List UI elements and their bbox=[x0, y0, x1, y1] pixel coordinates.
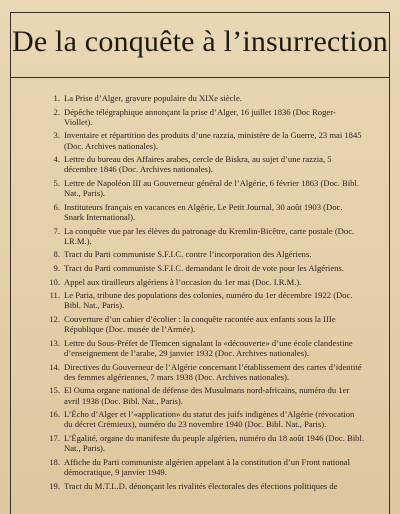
item-text: Affiche du Parti communiste algérien appelant à la constitution d’un Front national démocratique, 9 janvier 1949. bbox=[64, 456, 350, 477]
document-list bbox=[44, 93, 364, 494]
item-number: 16. bbox=[49, 409, 60, 420]
list-item bbox=[44, 457, 364, 477]
list-item bbox=[44, 314, 364, 334]
item-number: 15. bbox=[49, 385, 60, 396]
item-text: Inventaire et répartition des produits d’une razzia, ministère de la Guerre, 23 mai 1845 (Doc. Archives nationales). bbox=[64, 130, 362, 151]
list-item bbox=[44, 202, 364, 222]
list-item bbox=[44, 277, 364, 287]
list-item bbox=[44, 481, 364, 491]
list-item bbox=[44, 362, 364, 382]
item-number: 6. bbox=[53, 201, 60, 212]
item-text: Tract du Parti communiste S.F.I.C. demandant le droit de vote pour les Algériens. bbox=[64, 262, 344, 273]
item-number: 18. bbox=[49, 456, 60, 467]
item-text: Lettre du Sous-Préfet de Tlemcen signalant la «découverte» d’une école clandestine d’enseignement de l’arabe, 29 janvier 1932 (Doc. Archives nationales). bbox=[64, 337, 353, 358]
list-item bbox=[44, 226, 364, 246]
item-number: 3. bbox=[53, 130, 60, 141]
list-item bbox=[44, 178, 364, 198]
item-text: Couverture d’un cahier d’écolier : la conquête racontée aux enfants sous la IIIe République (Doc. musée de l’Armée). bbox=[64, 313, 336, 335]
item-text: La conquête vue par les élèves du patronage du Kremlin-Bicêtre, carte postale (Doc. I.R.M.). bbox=[64, 225, 355, 246]
item-text: Instituteurs français en vacances en Algérie, Le Petit Journal, 30 août 1903 (Doc. Snark International). bbox=[64, 201, 343, 222]
item-number: 9. bbox=[53, 262, 60, 273]
list-item bbox=[44, 433, 364, 453]
list-item bbox=[44, 385, 364, 405]
item-number: 4. bbox=[53, 154, 60, 165]
item-text: La Prise d’Alger, gravure populaire du XIXe siècle. bbox=[64, 93, 242, 103]
list-item bbox=[44, 263, 364, 273]
list-item bbox=[44, 107, 364, 127]
list-item bbox=[44, 93, 364, 103]
item-text: Appel aux tirailleurs algériens à l’occasion du 1er mai (Doc. I.R.M.). bbox=[64, 276, 302, 287]
item-text: Lettre de Napoléon III au Gouverneur général de l’Algérie, 6 février 1863 (Doc. Bibl. Nat., Paris). bbox=[64, 177, 359, 199]
item-text: Le Paria, tribune des populations des colonies, numéro du 1er décembre 1922 (Doc. Bibl. Nat., Paris). bbox=[64, 290, 353, 311]
item-text: L’Égalité, organe du manifeste du peuple algérien, numéro du 18 août 1946 (Doc. Bibl. Nat., Paris). bbox=[64, 432, 364, 454]
item-number: 7. bbox=[53, 225, 60, 236]
item-number: 17. bbox=[49, 432, 60, 443]
item-number: 2. bbox=[53, 106, 60, 117]
item-text: Dépêche télégraphique annonçant la prise d’Alger, 16 juillet 1836 (Doc Roger-Viollet). bbox=[64, 106, 336, 127]
item-text: Tract du M.T.L.D. dénonçant les rivalités électorales des élections politiques de bbox=[64, 480, 338, 491]
page-title: De la conquête à l’insurrection bbox=[11, 25, 389, 58]
item-text: Lettre du bureau des Affaires arabes, cercle de Biskra, au sujet d’une razzia, 5 décembre 1846 (Doc. Archives nationales). bbox=[64, 154, 332, 175]
item-number: 5. bbox=[53, 177, 60, 188]
list-item bbox=[44, 409, 364, 429]
list-item bbox=[44, 154, 364, 174]
item-number: 10. bbox=[49, 276, 60, 287]
list-item bbox=[44, 249, 364, 259]
item-text: Directives du Gouverneur de l’Algérie concernant l’établissement des cartes d’identité des femmes algériennes, 7 mars 1938 (Doc. Archives nationales). bbox=[64, 361, 362, 382]
item-number: 14. bbox=[49, 361, 60, 372]
item-text: El Ouma organe national de défense des Musulmans nord-africains, numéro du 1er avril 1938 (Doc. Bibl. Nat., Paris). bbox=[64, 385, 350, 406]
item-number: 19. bbox=[49, 480, 60, 491]
item-number: 13. bbox=[49, 337, 60, 348]
item-number: 1. bbox=[53, 93, 60, 103]
title-divider bbox=[10, 77, 390, 78]
list-item bbox=[44, 130, 364, 150]
item-text: Tract du Parti communiste S.F.I.C. contre l’incorporation des Algériens. bbox=[64, 249, 312, 260]
list-item bbox=[44, 290, 364, 310]
item-text: L’Écho d’Alger et l’«application» du statut des juifs indigènes d’Algérie (révocation du décret Crémieux), numéro du 23 novembre 1940 (Doc. Bibl. Nat., Paris). bbox=[64, 409, 355, 430]
list-item bbox=[44, 338, 364, 358]
item-number: 11. bbox=[49, 290, 60, 301]
item-number: 12. bbox=[49, 313, 60, 324]
item-number: 8. bbox=[53, 249, 60, 260]
